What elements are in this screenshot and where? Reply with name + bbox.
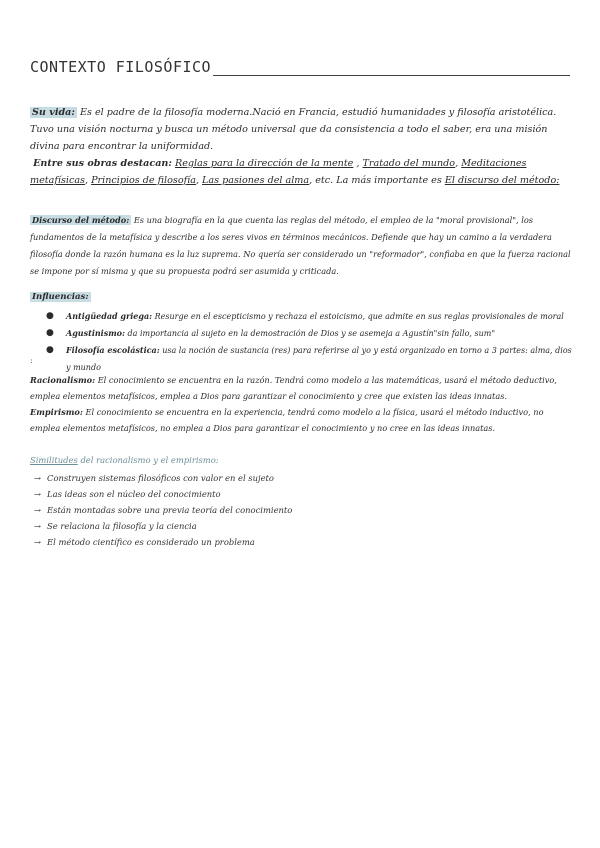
biography-text: Es el padre de la filosofía moderna.Nació en Francia, estudió humanidades y filosofía aristotélica. Tuvo una visión nocturna y busca un método universal que da consistencia a todo el saber, era una misión divina para encontrar la uniformidad. [30, 107, 557, 152]
page-title: CONTEXTO FILOSÓFICO [30, 58, 212, 76]
list-item [34, 470, 292, 486]
list-item [44, 308, 574, 325]
arrow-right-icon: → [34, 473, 42, 483]
similarities-heading-underlined: Similitudes [30, 455, 78, 465]
list-item [34, 486, 292, 502]
influence-label: Agustinismo: [66, 328, 125, 338]
works-paragraph: Entre sus obras destacan: Reglas para la dirección de la mente , Tratado del mundo, Meditaciones metafísicas, Principios de filosofía, Las pasiones del alma, etc. La más importante es El discurso del método: [30, 158, 560, 186]
similarity-text: Las ideas son el núcleo del conocimiento [47, 489, 221, 499]
rationalism-label: Racionalismo: [30, 375, 96, 385]
arrow-right-icon: → [34, 537, 42, 547]
similarity-text: Se relaciona la filosofía y la ciencia [47, 521, 197, 531]
influence-label: Antigüedad griega: [66, 311, 153, 321]
discourse-paragraph [30, 212, 575, 280]
rationalism-paragraph [30, 372, 575, 404]
title-row [30, 58, 570, 78]
list-item [34, 502, 292, 518]
list-item [44, 325, 574, 342]
similarities-list [34, 470, 292, 550]
work-title: Reglas para la dirección de la mente [175, 158, 354, 169]
works-etc: etc. La más importante es [312, 175, 445, 186]
list-item [44, 342, 574, 376]
empiricism-text: El conocimiento se encuentra en la experiencia, tendrá como modelo a la física, usará el método inductivo, no emplea elementos metafísicos, no emplea a Dios para garantizar el conocimiento y no cree en las ideas innatas. [30, 407, 544, 433]
similarities-heading [30, 455, 219, 465]
arrow-right-icon: → [34, 489, 42, 499]
similarity-text: Están montadas sobre una previa teoría del conocimiento [47, 505, 293, 515]
influence-text: Resurge en el escepticismo y rechaza el estoicismo, que admite en sus reglas provisionales de moral [152, 312, 564, 321]
bullet-icon: ● [46, 345, 54, 355]
work-title: Meditaciones metafísicas [30, 158, 527, 186]
bullet-icon: ● [46, 328, 54, 338]
works-lead: Entre sus obras destacan: [33, 158, 172, 169]
discourse-text: Es una biografía en la que cuenta las reglas del método, el empleo de la "moral provisional", los fundamentos de la metafísica y describe a los seres vivos en términos mecánicos. Defiende que hay un camino a la verdadera filosofía donde la razón humana es la luz suprema. No quería ser considerado un "reformador", confiaba en que la fuerza racional se impone por sí misma y que su propuesta podrá ser asumida y criticada. [30, 215, 571, 276]
stray-mark: : [30, 356, 33, 365]
influence-text: da importancia al sujeto en la demostración de Dios y se asemeja a Agustín"sin fallo, sum" [124, 329, 495, 338]
work-title: Principios de filosofía [91, 175, 196, 186]
list-item [34, 534, 292, 550]
arrow-right-icon: → [34, 521, 42, 531]
influence-text: usa la noción de sustancia (res) para referirse al yo y está organizado en torno a 3 partes: alma, dios y mundo [66, 346, 572, 372]
biography-label: Su vida: [32, 107, 75, 118]
rationalism-text: El conocimiento se encuentra en la razón. Tendrá como modelo a las matemáticas, usará el método deductivo, emplea elementos metafísicos, emplea a Dios para garantizar el conocimiento y cree que existen las ideas innatas. [30, 375, 557, 401]
arrow-right-icon: → [34, 505, 42, 515]
discourse-label: Discurso del método: [32, 215, 130, 225]
work-title: Las pasiones del alma [202, 175, 310, 186]
similarity-text: El método científico es considerado un problema [47, 537, 255, 547]
main-work-title: El discurso del método: [444, 175, 560, 186]
influences-heading: Influencias: [32, 292, 89, 302]
empiricism-label: Empirismo: [30, 407, 83, 417]
similarity-text: Construyen sistemas filosóficos con valor en el sujeto [47, 473, 274, 483]
empiricism-paragraph [30, 404, 575, 436]
biography-paragraph [30, 104, 570, 155]
influence-label: Filosofía escolástica: [66, 345, 160, 355]
list-item [34, 518, 292, 534]
influences-list [44, 308, 574, 376]
similarities-heading-rest: del racionalismo y el empirismo: [77, 455, 219, 465]
work-title: Tratado del mundo [362, 158, 456, 169]
bullet-icon: ● [46, 311, 54, 321]
